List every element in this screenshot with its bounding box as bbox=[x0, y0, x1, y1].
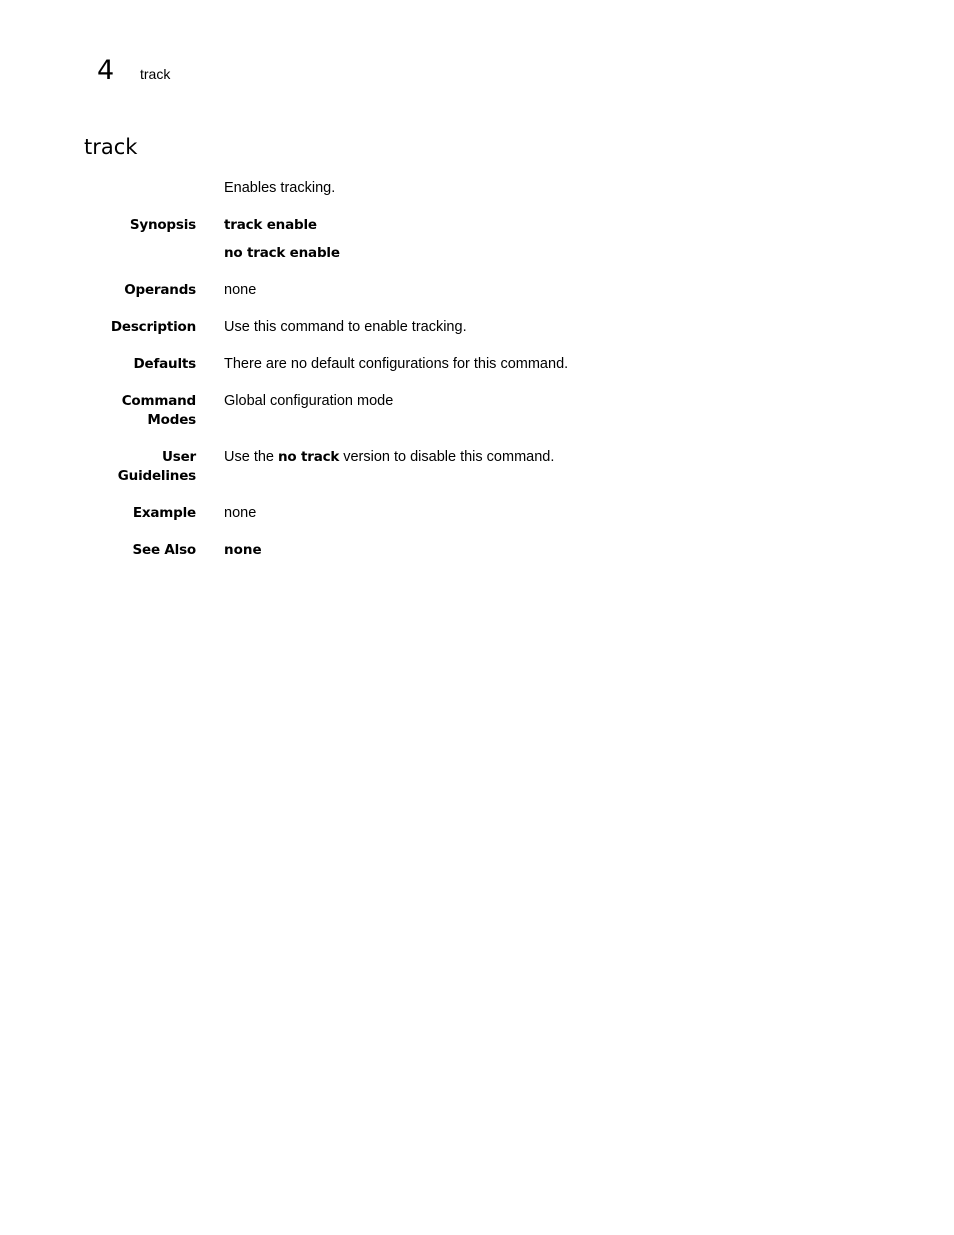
intro-row bbox=[80, 179, 780, 198]
synopsis-line: no track enable bbox=[224, 245, 340, 261]
command-modes-label bbox=[80, 392, 196, 430]
user-guidelines-value bbox=[224, 448, 780, 486]
page-title: track bbox=[84, 135, 138, 159]
synopsis-label: Synopsis bbox=[129, 217, 196, 233]
see-also-row bbox=[80, 541, 780, 560]
user-guidelines-label: User Guidelines bbox=[117, 449, 196, 484]
user-guidelines-prefix: Use the bbox=[224, 449, 278, 465]
command-modes-row bbox=[80, 392, 780, 430]
description-value: Use this command to enable tracking. bbox=[224, 319, 467, 335]
see-also-label: See Also bbox=[132, 542, 196, 558]
operands-row bbox=[80, 281, 780, 300]
operands-label: Operands bbox=[124, 282, 196, 298]
user-guidelines-suffix: version to disable this command. bbox=[339, 449, 555, 465]
example-label: Example bbox=[132, 505, 196, 521]
user-guidelines-command: no track bbox=[278, 449, 340, 465]
defaults-row bbox=[80, 355, 780, 374]
defaults-value: There are no default configurations for this command. bbox=[224, 356, 569, 372]
description-label: Description bbox=[110, 319, 196, 335]
synopsis-value bbox=[224, 216, 780, 263]
intro-text: Enables tracking. bbox=[224, 180, 336, 196]
chapter-number: 4 bbox=[97, 55, 115, 86]
example-value: none bbox=[224, 505, 257, 521]
defaults-label: Defaults bbox=[133, 356, 196, 372]
synopsis-row bbox=[80, 216, 780, 263]
synopsis-line: track enable bbox=[224, 217, 317, 233]
running-title: track bbox=[140, 66, 171, 82]
description-row bbox=[80, 318, 780, 337]
running-header bbox=[97, 54, 170, 88]
command-modes-value: Global configuration mode bbox=[224, 393, 394, 409]
intro-label bbox=[80, 179, 196, 198]
command-reference-entry bbox=[80, 179, 780, 578]
user-guidelines-row bbox=[80, 448, 780, 486]
see-also-value: none bbox=[224, 542, 262, 558]
command-modes-label-line2: Modes bbox=[147, 412, 196, 428]
command-modes-label-line1: Command bbox=[121, 393, 196, 409]
example-row bbox=[80, 504, 780, 523]
operands-value: none bbox=[224, 282, 257, 298]
